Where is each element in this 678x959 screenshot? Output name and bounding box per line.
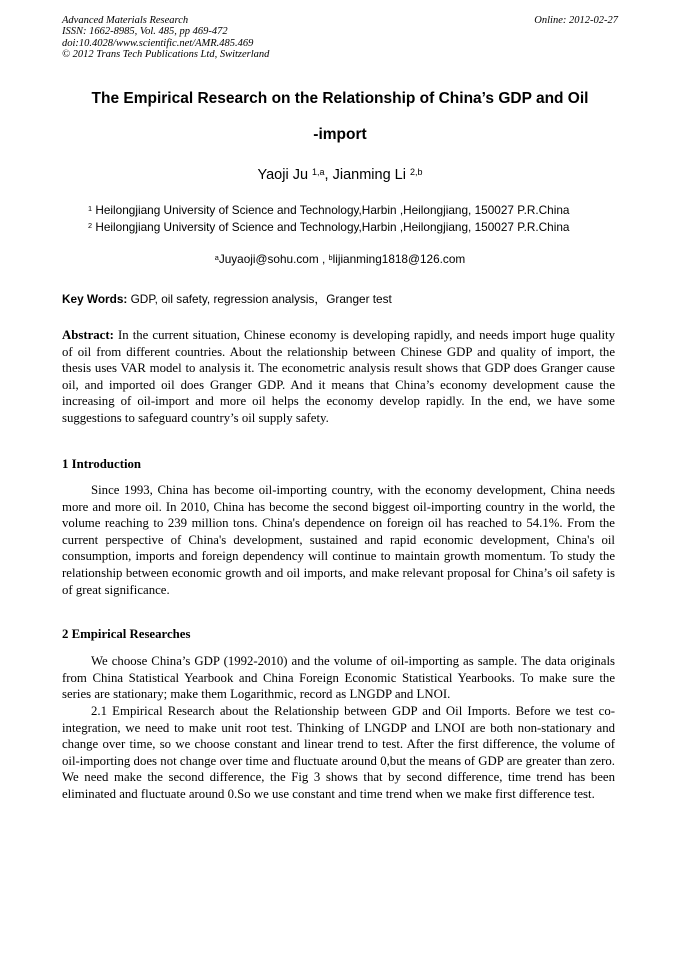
email-a-mark: a — [214, 252, 219, 262]
running-header — [62, 15, 618, 61]
empirical-paragraph-2: 2.1 Empirical Research about the Relationship between GDP and Oil Imports. Before we test co-integration, we need to make unit root test. Thinking of LNGDP and LNOI are both non-stationary and change over time, so we choose constant and linear trend to test. After the first difference, the volume of oil-importing does not change over time and fluctuate around 0,but the means of GDP are greater than zero. We need make the second difference, the Fig 3 shows that by second difference, time trend has been eliminated and fluctuate around 0.So we use constant and time trend when we make first difference test. — [62, 704, 615, 801]
introduction-paragraph: Since 1993, China has become oil-importing country, with the economy development, China needs more and more oil. In 2010, China has become the second biggest oil-importing country in the world, the volume reaching to 239 million tons. China's dependence on foreign oil has reached to 54.1%. From the current perspective of China's development, sustained and rapid economic development, China's oil consumption, imports and foreign dependency will continue to maintain growth momentum. To study the relationship between economic growth and oil imports, and make relevant proposal for China’s oil safety is of great significance. — [62, 483, 615, 597]
keywords-line — [62, 290, 618, 307]
author-1: Yaoji Ju — [257, 167, 313, 183]
affiliation-1-mark: 1 — [88, 203, 93, 213]
affiliation-1 — [88, 203, 628, 217]
affiliation-2-text: Heilongjiang University of Science and Technology,Harbin ,Heilongjiang, 150027 P.R.China — [92, 220, 570, 234]
affiliation-2-mark: 2 — [88, 220, 93, 230]
email-b[interactable]: lijianming1818@126.com — [332, 252, 466, 266]
doi-line: doi:10.4028/www.scientific.net/AMR.485.469 — [62, 37, 254, 49]
author-separator: , — [324, 167, 333, 183]
author-2-affiliation-mark: 2,b — [409, 166, 423, 177]
section-heading-introduction: 1 Introduction — [62, 457, 142, 471]
abstract-text: In the current situation, Chinese economy is developing rapidly, and needs import huge quality of oil from different countries. About the relationship between Chinese GDP and quality of import, the thesis uses VAR model to analysis it. The econometric analysis result shows that GDP does Granger cause oil, and imported oil does Granger GDP. And it means that China’s economy development cause the increasing of oil-import and more oil helps the economy develop rapidly. In the end, we have some suggestions to safeguard country’s oil supply safety. — [62, 328, 615, 425]
affiliation-2 — [88, 220, 628, 234]
section-heading-empirical: 2 Empirical Researches — [62, 627, 191, 641]
email-a[interactable]: Juyaoji@sohu.com — [218, 252, 319, 266]
abstract-label: Abstract: — [62, 328, 114, 342]
email-b-mark: b — [328, 252, 333, 262]
keywords-label: Key Words: — [62, 292, 128, 306]
empirical-paragraph-1: We choose China’s GDP (1992-2010) and the volume of oil-importing as sample. The data originals from China Statistical Yearbook and China Foreign Economic Statistical Yearbooks. To make sure the series are stationary; make them Logarithmic, record as LNGDP and LNOI. — [62, 654, 615, 702]
online-date: Online: 2012-02-27 — [534, 15, 618, 26]
affiliation-1-text: Heilongjiang University of Science and Technology,Harbin ,Heilongjiang, 150027 P.R.China — [92, 203, 570, 217]
journal-name: Advanced Materials Research — [62, 15, 189, 26]
author-1-affiliation-mark: 1,a — [312, 166, 325, 177]
issn-line: ISSN: 1662-8985, Vol. 485, pp 469-472 — [62, 26, 228, 38]
author-2: Jianming Li — [332, 167, 410, 183]
paper-title-line-2: -import — [313, 126, 367, 143]
keywords-text: GDP, oil safety, regression analysis，Granger test — [127, 292, 392, 306]
paper-title-line-1: The Empirical Research on the Relationship of China’s GDP and Oil — [91, 90, 589, 107]
abstract-paragraph — [62, 327, 615, 427]
copyright-line: © 2012 Trans Tech Publications Ltd, Switzerland — [62, 49, 270, 61]
author-list — [62, 167, 618, 183]
email-separator: , — [318, 252, 329, 266]
email-line — [62, 252, 618, 266]
